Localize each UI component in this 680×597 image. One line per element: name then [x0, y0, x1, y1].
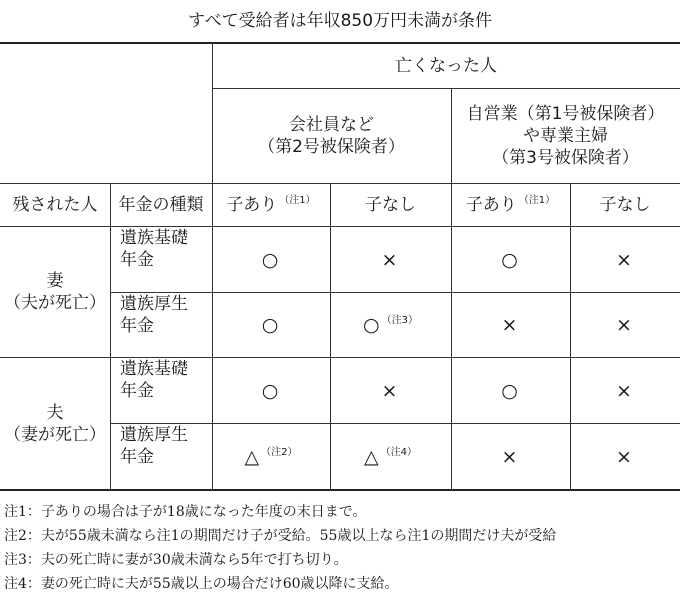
header-group-employee-line2: （第2号被保険者）	[258, 137, 405, 157]
survivor-husband	[0, 358, 110, 489]
survivor-wife	[0, 227, 110, 357]
mark-symbol: ×	[501, 445, 518, 468]
mark-symbol: ×	[616, 445, 632, 468]
pension-type-line2: 年金	[120, 316, 154, 336]
header-no-child-2: 子なし	[599, 195, 651, 215]
mark-note: （注3）	[381, 315, 418, 326]
survivor-husband-line1: 夫	[46, 402, 64, 423]
header-survivor: 残された人	[12, 195, 98, 215]
footnote-2: 注2：夫が55歳未満なら注1の期間だけ子が受給。55歳以上なら注1の期間だけ夫が受給	[4, 528, 557, 544]
table-cell	[451, 293, 570, 357]
table-cell	[570, 358, 680, 423]
mark-symbol: ×	[616, 314, 632, 336]
header-with-child-note: （注1）	[279, 195, 316, 206]
pension-type-cell	[110, 227, 212, 292]
pension-type-cell	[110, 358, 212, 423]
table-cell	[330, 227, 451, 292]
mark-symbol: △	[364, 445, 379, 468]
pension-type-line2: 年金	[120, 250, 154, 270]
mark-symbol: ×	[381, 379, 398, 402]
mark-symbol: ○	[261, 379, 279, 402]
header-no-child-1: 子なし	[365, 195, 416, 215]
pension-type-line1: 遺族厚生	[120, 425, 188, 445]
table-cell	[451, 227, 570, 292]
footnote-4: 注4：妻の死亡時に夫が55歳以上の場合だけ60歳以降に支給。	[4, 576, 399, 592]
table-cell	[330, 424, 451, 489]
table-cell	[330, 358, 451, 423]
table-cell	[212, 424, 330, 489]
table-cell	[212, 358, 330, 423]
table-cell	[570, 293, 680, 357]
table-cell	[330, 293, 451, 357]
header-pension-type: 年金の種類	[118, 195, 204, 215]
pension-type-cell	[110, 293, 212, 357]
mark-symbol: △	[244, 445, 260, 468]
pension-type-cell	[110, 424, 212, 489]
header-group-selfemployed-line1: 自営業（第1号被保険者）	[466, 104, 665, 124]
table-title: すべて受給者は年収850万円未満が条件	[187, 11, 493, 31]
mark-symbol: ○	[501, 379, 518, 402]
header-deceased: 亡くなった人	[395, 55, 497, 76]
header-group-selfemployed-line3: （第3号被保険者）	[492, 148, 639, 168]
mark-symbol: ○	[501, 248, 518, 271]
table-cell	[212, 227, 330, 292]
survivor-wife-line1: 妻	[46, 271, 64, 291]
header-group-selfemployed-line2: や専業主婦	[523, 126, 608, 146]
header-group-employee-line1: 会社員など	[289, 115, 374, 135]
survivor-wife-line2: （夫が死亡）	[4, 293, 106, 313]
table-cell	[451, 424, 570, 489]
mark-symbol: ○	[363, 314, 380, 336]
header-with-child-note: （注1）	[518, 195, 556, 206]
pension-type-line1: 遺族基礎	[120, 228, 188, 248]
mark-symbol: ○	[261, 248, 279, 271]
pension-type-line2: 年金	[120, 447, 154, 467]
mark-symbol: ×	[616, 379, 632, 402]
header-group-employee	[212, 89, 451, 183]
mark-note: （注2）	[261, 446, 298, 458]
header-with-child-1	[212, 184, 330, 226]
header-group-selfemployed	[451, 89, 680, 183]
table-cell	[570, 227, 680, 292]
mark-note: （注4）	[380, 446, 417, 458]
header-with-child-label: 子あり	[465, 195, 517, 215]
pension-type-line1: 遺族基礎	[120, 359, 188, 379]
table-cell	[570, 424, 680, 489]
rule-bottom	[0, 489, 680, 491]
survivor-husband-line2: （妻が死亡）	[4, 424, 106, 445]
header-with-child-label: 子あり	[226, 195, 278, 215]
pension-type-line1: 遺族厚生	[120, 294, 188, 314]
table-cell	[212, 293, 330, 357]
pension-type-line2: 年金	[120, 381, 154, 401]
footnote-3: 注3：夫の死亡時に妻が30歳未満なら5年で打ち切り。	[4, 552, 348, 568]
mark-symbol: ×	[501, 314, 518, 336]
table-cell	[451, 358, 570, 423]
mark-symbol: ×	[381, 248, 398, 271]
footnotes	[4, 500, 680, 596]
footnote-1: 注1：子ありの場合は子が18歳になった年度の末日まで。	[4, 504, 367, 520]
mark-symbol: ×	[616, 248, 632, 271]
mark-symbol: ○	[261, 314, 279, 336]
header-with-child-2	[451, 184, 570, 226]
